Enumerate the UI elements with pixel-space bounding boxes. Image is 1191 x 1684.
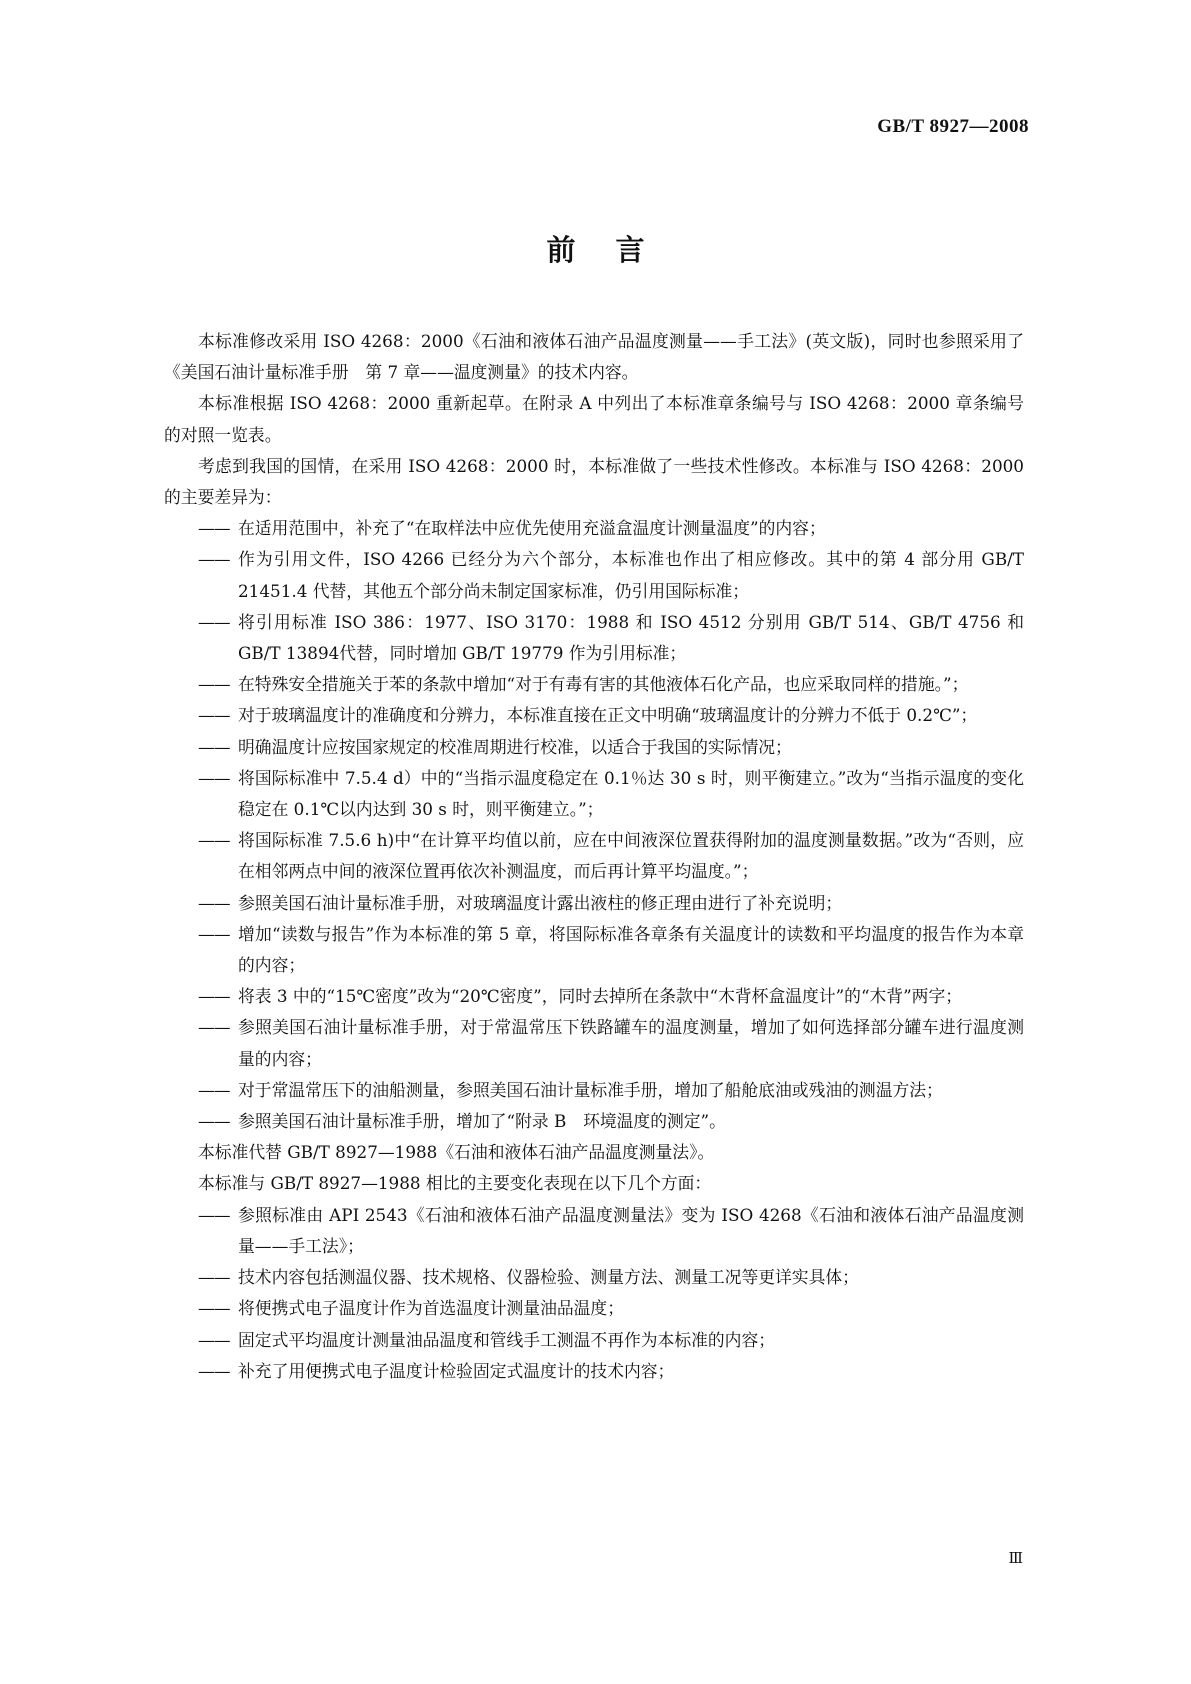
list-dash: —— [198, 1329, 230, 1350]
list-item: —— 技术内容包括测温仪器、技术规格、仪器检验、测量方法、测量工况等更详实具体； [164, 1262, 1024, 1293]
document-body [164, 326, 1024, 1387]
list-dash: —— [198, 1017, 230, 1038]
list-dash: —— [198, 767, 230, 788]
list-item: —— 补充了用便携式电子温度计检验固定式温度计的技术内容； [164, 1356, 1024, 1387]
list-item: —— 作为引用文件，ISO 4266 已经分为六个部分，本标准也作出了相应修改。其中的第 4 部分用 GB/T 21451.4 代替，其他五个部分尚未制定国家标准，仍引用国际标准； [164, 544, 1024, 606]
changes-list [164, 1200, 1024, 1387]
list-item: —— 在特殊安全措施关于苯的条款中增加“对于有毒有害的其他液体石化产品，也应采取同样的措施。”； [164, 669, 1024, 700]
list-item: —— 增加“读数与报告”作为本标准的第 5 章，将国际标准各章条有关温度计的读数和平均温度的报告作为本章的内容； [164, 919, 1024, 981]
list-item: —— 固定式平均温度计测量油品温度和管线手工测温不再作为本标准的内容； [164, 1325, 1024, 1356]
list-dash: —— [198, 1298, 230, 1319]
list-dash: —— [198, 1079, 230, 1100]
list-dash: —— [198, 830, 230, 851]
list-item: —— 将引用标准 ISO 386：1977、ISO 3170：1988 和 ISO 4512 分别用 GB/T 514、GB/T 4756 和 GB/T 13894代替，同时增加 GB/T 19779 作为引用标准； [164, 607, 1024, 669]
list-dash: —— [198, 518, 230, 539]
page-title: 前言 [546, 233, 685, 267]
paragraph-adoption: 本标准修改采用 ISO 4268：2000《石油和液体石油产品温度测量——手工法》(英文版)，同时也参照采用了《美国石油计量标准手册 第 7 章——温度测量》的技术内容。 [164, 331, 1024, 383]
list-item: —— 参照美国石油计量标准手册，增加了“附录 B 环境温度的测定”。 [164, 1106, 1024, 1137]
list-dash: —— [198, 705, 230, 726]
standard-code: GB/T 8927—2008 [877, 116, 1029, 137]
list-item: —— 将便携式电子温度计作为首选温度计测量油品温度； [164, 1293, 1024, 1324]
list-dash: —— [198, 986, 230, 1007]
list-item: —— 明确温度计应按国家规定的校准周期进行校准，以适合于我国的实际情况； [164, 732, 1024, 763]
list-dash: —— [198, 611, 230, 632]
list-dash: —— [198, 923, 230, 944]
list-dash: —— [198, 736, 230, 757]
list-item: —— 将国际标准中 7.5.4 d）中的“当指示温度稳定在 0.1％达 30 s 时，则平衡建立。”改为“当指示温度的变化稳定在 0.1℃以内达到 30 s 时，则平衡建立。”； [164, 763, 1024, 825]
list-item: —— 将表 3 中的“15℃密度”改为“20℃密度”，同时去掉所在条款中“木背杯盒温度计”的“木背”两字； [164, 981, 1024, 1012]
list-item: —— 参照美国石油计量标准手册，对玻璃温度计露出液柱的修正理由进行了补充说明； [164, 888, 1024, 919]
paragraph-differences-intro: 考虑到我国的国情，在采用 ISO 4268：2000 时，本标准做了一些技术性修改。本标准与 ISO 4268：2000 的主要差异为： [164, 455, 1024, 508]
list-item: —— 对于玻璃温度计的准确度和分辨力，本标准直接在正文中明确“玻璃温度计的分辨力不低于 0.2℃”； [164, 700, 1024, 731]
list-item: —— 在适用范围中，补充了“在取样法中应优先使用充溢盒温度计测量温度”的内容； [164, 513, 1024, 544]
list-dash: —— [198, 1360, 230, 1381]
paragraph-changes-intro: 本标准与 GB/T 8927—1988 相比的主要变化表现在以下几个方面： [198, 1173, 712, 1194]
list-dash: —— [198, 1204, 230, 1225]
list-item: —— 参照标准由 API 2543《石油和液体石油产品温度测量法》变为 ISO 4268《石油和液体石油产品温度测量——手工法》； [164, 1200, 1024, 1262]
list-dash: —— [198, 549, 230, 570]
list-item: —— 对于常温常压下的油船测量，参照美国石油计量标准手册，增加了船舱底油或残油的测温方法； [164, 1075, 1024, 1106]
list-item: —— 将国际标准 7.5.6 h)中“在计算平均值以前，应在中间液深位置获得附加的温度测量数据。”改为“否则，应在相邻两点中间的液深位置再依次补测温度，而后再计算平均温度。”； [164, 825, 1024, 887]
list-dash: —— [198, 892, 230, 913]
paragraph-redrafting: 本标准根据 ISO 4268：2000 重新起草。在附录 A 中列出了本标准章条编号与 ISO 4268：2000 章条编号的对照一览表。 [164, 393, 1024, 445]
list-dash: —— [198, 1267, 230, 1288]
list-dash: —— [198, 1111, 230, 1132]
paragraph-replacement: 本标准代替 GB/T 8927—1988《石油和液体石油产品温度测量法》。 [198, 1142, 715, 1163]
differences-list [164, 513, 1024, 1137]
list-dash: —— [198, 674, 230, 695]
page-number: Ⅲ [1008, 1551, 1023, 1567]
list-item: —— 参照美国石油计量标准手册，对于常温常压下铁路罐车的温度测量，增加了如何选择部分罐车进行温度测量的内容； [164, 1012, 1024, 1074]
